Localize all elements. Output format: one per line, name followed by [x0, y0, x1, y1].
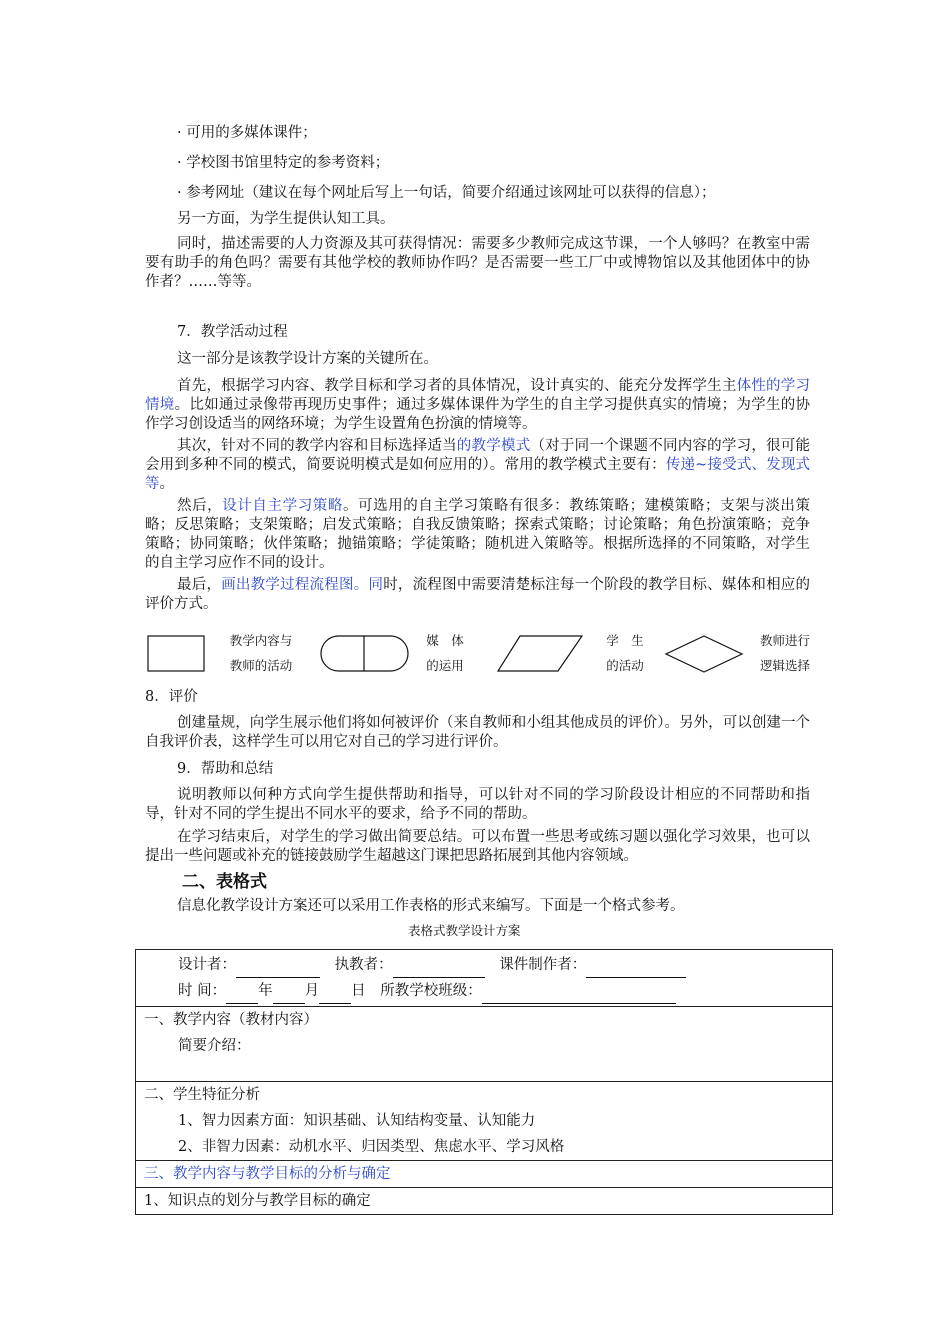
form-section-cell: [136, 1082, 833, 1161]
table-row: [136, 950, 833, 1007]
teacher-field[interactable]: [393, 961, 485, 978]
parallelogram-shape: [498, 636, 582, 671]
resource-item-library: · 学校图书馆里特定的参考资料；: [177, 155, 390, 171]
flowchart-link[interactable]: 画出教学过程流程图。同: [221, 577, 384, 593]
section8-paragraph: 创建量规，向学生展示他们将如何被评价（来自教师和小组其他成员的评价）。另外，可以创建一个自我评价表，这样学生可以用它对自己的学习进行评价。: [145, 715, 810, 750]
school-field[interactable]: [482, 987, 676, 1004]
section9-heading: 9．帮助和总结: [177, 761, 274, 777]
section9-paragraph-summary: 在学习结束后，对学生的学习做出简要总结。可以布置一些思考或练习题以强化学习效果，也可以提出一些问题或补充的链接鼓励学生超越这门课把思路拓展到其他内容领域。: [145, 829, 810, 864]
legend-text: 的运用: [426, 658, 464, 673]
part2-heading: 二、表格式: [182, 872, 267, 892]
legend-text: 的活动: [606, 658, 644, 673]
form-line-time: [178, 978, 824, 1004]
section9-paragraph-help: 说明教师以何种方式向学生提供帮助和指导，可以针对不同的学习阶段设计相应的不同帮助和指导，针对不同的学生提出不同水平的要求，给予不同的帮助。: [145, 787, 810, 822]
table-row: [136, 1007, 833, 1082]
human-resources-paragraph: 同时，描述需要的人力资源及其可获得情况：需要多少教师完成这节课，一个人够吗？在教室中需要有助手的角色吗？需要有其他学校的教师协作吗？是否需要一些工厂中或博物馆以及其他团体中的协作者？……等等。: [145, 236, 810, 290]
section-objectives-link[interactable]: 三、教学内容与教学目标的分析与确定: [136, 1161, 833, 1188]
teacher-label: 执教者：: [334, 957, 393, 973]
legend-text: 教师的活动: [229, 658, 293, 673]
resource-item-websites: · 参考网址（建议在每个网址后写上一句话，简要介绍通过该网址可以获得的信息）；: [177, 185, 716, 201]
knowledge-points-row: 1、知识点的划分与教学目标的确定: [136, 1188, 833, 1215]
section7-paragraph-mode: [145, 437, 810, 494]
strategy-link[interactable]: 设计自主学习策略: [222, 498, 343, 514]
form-section-cell: [136, 1007, 833, 1082]
legend-text: 教师进行: [759, 633, 810, 648]
month-field[interactable]: [273, 987, 305, 1004]
section7-paragraph-situation: [145, 377, 810, 434]
non-intelligence-factor-text: 2、非智力因素：动机水平、归因类型、焦虑水平、学习风格: [178, 1139, 565, 1155]
part2-intro: 信息化教学设计方案还可以采用工作表格的形式来编写。下面是一个格式参考。: [177, 898, 685, 914]
form-line-people: [178, 952, 824, 978]
paragraph-text: 。比如通过录像带再现历史事件；通过多媒体课件为学生的自主学习提供真实的情境；为学生的协作学习创设适当的网络环境；为学生设置角色扮演的情境等。: [145, 397, 811, 432]
section7-paragraph-strategy: [145, 497, 810, 573]
time-label: 时 间：: [178, 983, 227, 999]
paragraph-text: 然后，: [177, 498, 223, 514]
table-row: [136, 1082, 833, 1161]
paragraph-text: 最后，: [177, 577, 222, 593]
day-field[interactable]: [319, 987, 351, 1004]
paragraph-text: 首先，根据学习内容、教学目标和学习者的具体情况，设计真实的、能充分发挥学生主: [177, 378, 737, 394]
legend-label-diamond: [752, 628, 818, 678]
rectangle-shape: [148, 636, 204, 671]
legend-text: 学 生: [606, 633, 644, 648]
legend-label-rect: [223, 628, 299, 678]
table-row: [136, 1188, 833, 1215]
learning-situation-link[interactable]: 体性的学习情境: [145, 378, 810, 413]
flowchart-legend: [145, 626, 825, 684]
table-row: [136, 1161, 833, 1188]
diamond-shape: [666, 636, 742, 672]
designer-field[interactable]: [236, 961, 320, 978]
paragraph-text: （对于同一个课题不同内容的学习，很可能会用到多种不同的模式，简要说明模式是如何应用的）。常用的教学模式主要有：: [145, 438, 811, 473]
section7-intro: 这一部分是该教学设计方案的关键所在。: [177, 351, 438, 367]
table-caption: 表格式教学设计方案: [408, 923, 521, 938]
legend-label-student: [595, 628, 655, 678]
section-student-title: 二、学生特征分析: [144, 1087, 260, 1103]
paragraph-text: 时，流程图中需要清楚标注每一个阶段的教学目标、媒体和相应的评价方式。: [145, 577, 811, 612]
paragraph-text: 其次，针对不同的教学内容和目标选择适当: [177, 438, 457, 454]
legend-label-media: [415, 628, 475, 678]
legend-text: 逻辑选择: [759, 658, 810, 673]
year-label: 年: [258, 983, 273, 999]
mode-examples-link[interactable]: 传递~接受式、发现式等: [145, 457, 810, 492]
paragraph-text: 。: [159, 476, 174, 492]
designer-label: 设计者：: [178, 957, 236, 973]
form-header-cell: [136, 950, 833, 1007]
design-form-table: [135, 949, 833, 1215]
teaching-mode-link[interactable]: 的教学模式: [456, 438, 531, 454]
resource-item-courseware: · 可用的多媒体课件；: [177, 125, 317, 141]
cognitive-tools-text: 另一方面，为学生提供认知工具。: [177, 211, 395, 227]
intelligence-factor-text: 1、智力因素方面：知识基础、认知结构变量、认知能力: [178, 1113, 536, 1129]
section8-heading: 8．评价: [145, 689, 198, 705]
year-field[interactable]: [226, 987, 258, 1004]
day-label: 日: [351, 983, 366, 999]
maker-field[interactable]: [586, 961, 686, 978]
section7-heading: 7．教学活动过程: [177, 324, 288, 340]
legend-text: 教学内容与: [229, 633, 293, 648]
brief-intro-label: 简要介绍：: [178, 1038, 251, 1054]
school-label: 所教学校班级：: [380, 983, 482, 999]
maker-label: 课件制作者：: [499, 957, 587, 973]
legend-text: 媒 体: [426, 633, 464, 648]
month-label: 月: [304, 983, 320, 999]
section7-paragraph-flowchart: [145, 576, 810, 614]
paragraph-text: 。可选用的自主学习策略有很多：教练策略；建模策略；支架与淡出策略；反思策略；支架策略；启发式策略；自我反馈策略；探索式策略；讨论策略；角色扮演策略；竞争策略；协同策略；伙伴策略；抛锚策略；学徒策略；随机进入策略等。根据所选择的不同策略，对学生的自主学习应作不同的设计。: [145, 498, 811, 571]
section-content-title: 一、教学内容（教材内容）: [144, 1012, 318, 1028]
